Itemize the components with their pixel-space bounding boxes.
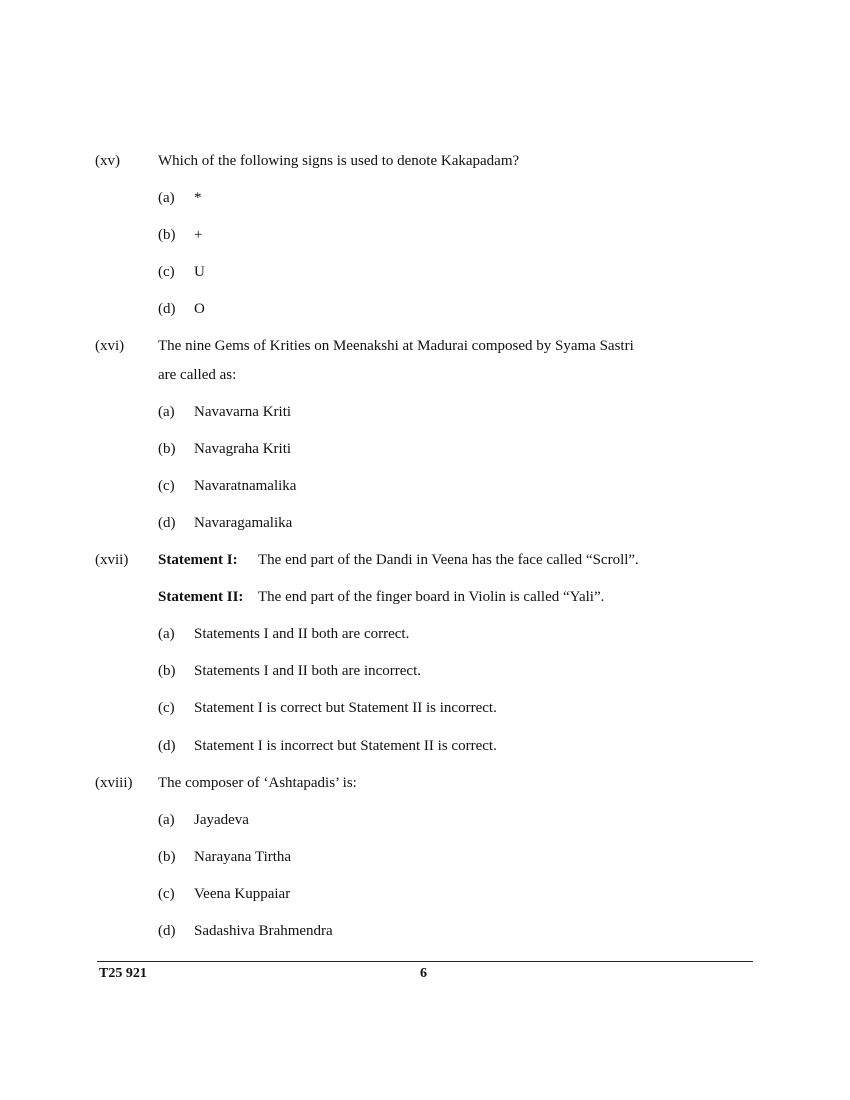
option-text: Statement I is incorrect but Statement II is correct. xyxy=(194,738,497,754)
option-text: * xyxy=(194,190,202,206)
option-text: Jayadeva xyxy=(194,812,249,828)
option-text: Navavarna Kriti xyxy=(194,404,292,420)
statement-2-label: Statement II: xyxy=(158,589,244,605)
option-label: (b) xyxy=(158,227,176,243)
page-number: 6 xyxy=(420,966,427,981)
option-label: (b) xyxy=(158,849,176,865)
option-text: Statements I and II both are incorrect. xyxy=(194,663,421,679)
option-label: (a) xyxy=(158,626,175,642)
option-text: Statement I is correct but Statement II is incorrect. xyxy=(194,700,497,716)
option-text: Narayana Tirtha xyxy=(194,849,292,865)
option-label: (c) xyxy=(158,886,175,902)
option-label: (b) xyxy=(158,663,176,679)
question-number: (xvi) xyxy=(95,338,125,354)
statement-2-text: The end part of the finger board in Violin is called “Yali”. xyxy=(258,589,605,605)
option-label: (c) xyxy=(158,700,175,716)
paper-code: T25 921 xyxy=(99,966,147,981)
footer-divider xyxy=(97,961,753,962)
option-label: (a) xyxy=(158,190,175,206)
option-text: Sadashiva Brahmendra xyxy=(194,923,333,939)
option-label: (d) xyxy=(158,301,176,317)
question-stem-line-1: The nine Gems of Krities on Meenakshi at Madurai composed by Syama Sastri xyxy=(158,338,634,354)
question-stem: The composer of ‘Ashtapadis’ is: xyxy=(158,775,357,791)
option-text: Navaratnamalika xyxy=(194,478,297,494)
option-label: (a) xyxy=(158,404,175,420)
option-label: (c) xyxy=(158,478,175,494)
question-stem: Which of the following signs is used to denote Kakapadam? xyxy=(158,153,520,169)
statement-1-label: Statement I: xyxy=(158,552,238,568)
option-text: Statements I and II both are correct. xyxy=(194,626,410,642)
question-number: (xv) xyxy=(95,153,120,169)
option-label: (d) xyxy=(158,515,176,531)
option-label: (a) xyxy=(158,812,175,828)
option-text: U xyxy=(194,264,205,280)
question-stem-line-2: are called as: xyxy=(158,367,237,383)
option-text: O xyxy=(194,301,205,317)
statement-1-text: The end part of the Dandi in Veena has the face called “Scroll”. xyxy=(258,552,639,568)
option-label: (b) xyxy=(158,441,176,457)
option-label: (c) xyxy=(158,264,175,280)
option-text: Navagraha Kriti xyxy=(194,441,292,457)
option-label: (d) xyxy=(158,738,176,754)
option-label: (d) xyxy=(158,923,176,939)
option-text: Navaragamalika xyxy=(194,515,293,531)
question-number: (xvii) xyxy=(95,552,129,568)
option-text: Veena Kuppaiar xyxy=(194,886,291,902)
option-text: + xyxy=(194,227,203,243)
question-number: (xviii) xyxy=(95,775,133,791)
